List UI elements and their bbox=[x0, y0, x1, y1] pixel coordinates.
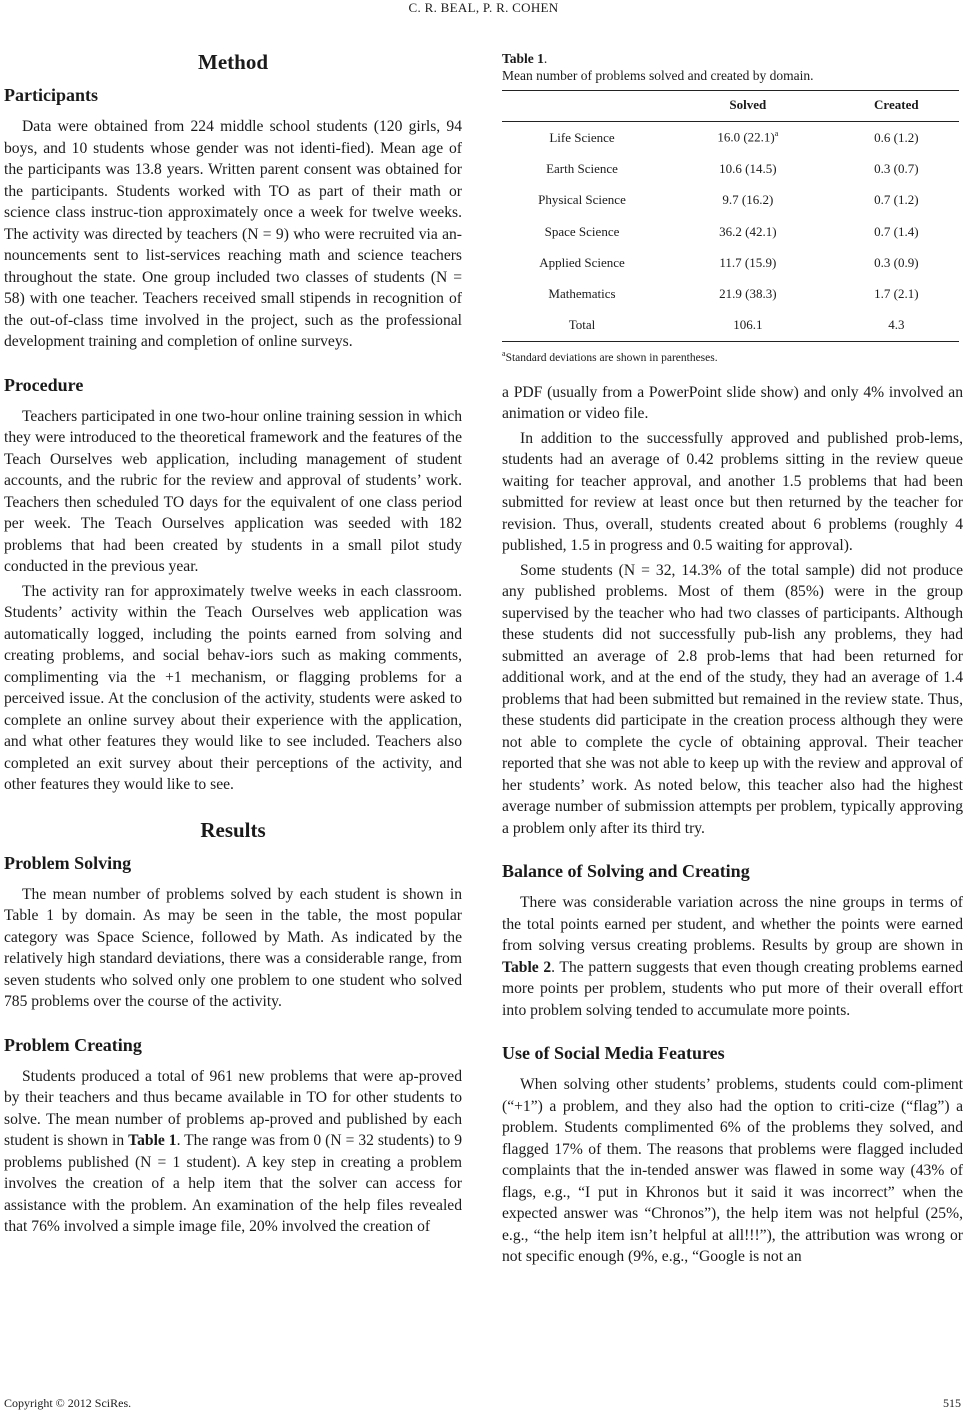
text-run: . The range was from 0 (N = 32 students) to 9 problems published (N = 1 student). A key step in creating a problem involves the creation of a help item that the solver can access for assistance with the problem. An examination of the help files revealed that 76% involved a simple image file, 20% involved the creation of bbox=[4, 1132, 463, 1235]
solved-cell: 21.9 (38.3) bbox=[719, 286, 777, 302]
footnote-text: Standard deviations are shown in parentheses. bbox=[505, 351, 718, 364]
table-2-reference: Table 2 bbox=[502, 958, 552, 976]
domain-cell: Physical Science bbox=[538, 192, 626, 208]
results-heading: Results bbox=[200, 817, 266, 842]
table-row bbox=[502, 153, 959, 184]
created-cell: 0.3 (0.9) bbox=[874, 254, 919, 270]
created-cell: 0.7 (1.2) bbox=[874, 192, 919, 208]
domain-cell: Life Science bbox=[549, 129, 615, 145]
problem-creating-heading: Problem Creating bbox=[4, 1034, 142, 1055]
procedure-heading: Procedure bbox=[4, 374, 84, 395]
text-run: There was considerable variation across the nine groups in terms of the total points earned per student, and whether the points were earned from solving versus creating problems. Results by group are shown in bbox=[502, 894, 963, 955]
table-row bbox=[502, 216, 959, 247]
solved-cell: 10.6 (14.5) bbox=[719, 160, 777, 176]
procedure-paragraph-1: Teachers participated in one two-hour online training session in which they were introduced to the theoretical framework and the features of the Teach Ourselves web application, including management of student accounts, and the rubric for the review and approval of students’ work. Teachers then scheduled TO days for the equivalent of one class period per week. The Teach Ourselves application was seeded with 182 problems that had been created by students in a small pilot study conducted in the previous year. bbox=[4, 407, 462, 575]
table-row bbox=[502, 122, 959, 154]
problem-solving-heading: Problem Solving bbox=[4, 852, 132, 873]
footnote-mark: a bbox=[502, 349, 506, 359]
solved-cell: 11.7 (15.9) bbox=[719, 254, 777, 270]
domain-cell: Applied Science bbox=[539, 254, 625, 270]
running-head: C. R. BEAL, P. R. COHEN bbox=[408, 0, 559, 15]
created-cell: 0.7 (1.4) bbox=[874, 223, 919, 239]
solved-value: 16.0 (22.1) bbox=[717, 129, 775, 145]
domain-cell: Earth Science bbox=[546, 160, 618, 176]
balance-paragraph bbox=[502, 892, 963, 1021]
continued-paragraph: a PDF (usually from a PowerPoint slide show) and only 4% involved an animation or video file. bbox=[502, 383, 963, 423]
table-header-row bbox=[502, 91, 959, 122]
table-row bbox=[502, 278, 959, 309]
table-row bbox=[502, 247, 959, 278]
table-row-total bbox=[502, 310, 959, 342]
created-cell: 1.7 (2.1) bbox=[874, 286, 919, 302]
table-1-label-suffix: . bbox=[543, 51, 548, 66]
problem-creating-paragraph bbox=[4, 1066, 462, 1238]
table-1-label: Table 1 bbox=[502, 51, 544, 66]
social-media-heading: Use of Social Media Features bbox=[502, 1043, 725, 1064]
social-media-paragraph: When solving other students’ problems, students could com-pliment (“+1”) a problem, and they also had the option to criti-cize (“flag”) a problem. Students complimented 6% of the problems they solved, and flagged 17% of them. The reasons that problems were flagged included complaints that the in-tended answer was flawed in some way (43% of flags, e.g., “I put in Khronos but it said it was incorrect” when the expected answer was “Chronos”), the help item was not helpful (25%, e.g., “the help item isn’t helpful at all!!!”), the attribution was wrong or not specific enough (9%, e.g., “Google is not an bbox=[502, 1076, 963, 1266]
table-1-caption-text: Mean number of problems solved and created by domain. bbox=[502, 68, 814, 83]
column-header-domain bbox=[502, 91, 662, 122]
copyright-footer: Copyright © 2012 SciRes. bbox=[4, 1396, 132, 1410]
table-1-footnote bbox=[502, 349, 963, 364]
solved-cell: 9.7 (16.2) bbox=[722, 192, 774, 208]
table-1 bbox=[502, 90, 959, 342]
participants-heading: Participants bbox=[4, 85, 98, 105]
participants-paragraph: Data were obtained from 224 middle school students (120 girls, 94 boys, and 10 students whose gender was not identi-fied). Mean age of the participants was 13.8 years. Written parent consent was obtained for the participants. Students worked with TO as part of their math or science class instruc-tion approximately once a week for twelve weeks. The activity was directed by teachers (N = 9) who were recruited via an-nouncements sent to list-services reaching math and science teachers throughout the state. One group included two classes of students (N = 58) with one teacher. Teachers received small stipends in recognition of the out-of-class time involved in the project, such as the professional development training and completion of online surveys. bbox=[4, 118, 462, 350]
method-heading: Method bbox=[198, 50, 268, 74]
domain-cell: Total bbox=[568, 317, 596, 333]
table-1-reference: Table 1 bbox=[128, 1132, 177, 1149]
domain-cell: Mathematics bbox=[548, 286, 616, 302]
created-cell: 4.3 bbox=[888, 317, 905, 333]
no-published-paragraph: Some students (N = 32, 14.3% of the total sample) did not produce any published problems. Most of them (85%) were in the group supervised by the teacher who had two classes of participants. Although these students did not successfully pub-lish any problems, they had submitted an average of 2.8 prob-lems that had been returned for additional work, and at the end of the study, they had an average of 1.4 problems that had been submitted but remained in the review state. Thus, these students did participate in the creation process although they were not able to complete the cycle of obtaining approval. Their teacher reported that she was not able to keep up with the review and approval of her students’ work. As noted below, this teacher also had the highest average number of submission attempts per problem, typically approving a problem only after its third try. bbox=[502, 561, 963, 837]
right-column bbox=[502, 50, 963, 1268]
text-run: Students produced a total of 961 new problems that were ap-proved by their teachers and thus became available in TO for other students to solve. The mean number of problems ap-proved and published by each student is shown in bbox=[4, 1067, 462, 1149]
table-row bbox=[502, 185, 959, 216]
domain-cell: Space Science bbox=[544, 223, 620, 239]
solved-cell bbox=[662, 122, 834, 154]
text-run: . The pattern suggests that even though creating problems earned more points per problem, students who put more of their overall effort into problem solving tended to accumulate more points. bbox=[502, 958, 964, 1019]
page-number: 515 bbox=[943, 1396, 961, 1410]
footnote-marker: a bbox=[774, 129, 779, 139]
created-cell: 0.6 (1.2) bbox=[874, 129, 919, 145]
procedure-paragraph-2: The activity ran for approximately twelve weeks in each classroom. Students’ activity within the Teach Ourselves web application was automatically logged, including the points earned from solving and creating problems, and social behav-iors such as making comments, complimenting via the +1 mechanism, or flagging problems for a perceived issue. At the conclusion of the activity, students were asked to complete an online survey about their experience with the application, and what other features they would like to see included. Teachers also completed an exit survey about their perceptions of the activity, and other features they would like to see. bbox=[4, 582, 462, 793]
review-queue-paragraph: In addition to the successfully approved and published prob-lems, students had an average of 0.42 problems sitting in the review queue waiting for teacher approval, and another 1.5 problems that had been submitted for review at least once but then returned by the teacher for revision. Thus, overall, students created about 6 problems (roughly 4 published, 1.5 in progress and 0.5 waiting for approval). bbox=[502, 429, 963, 555]
solved-cell: 106.1 bbox=[733, 317, 763, 333]
left-column bbox=[4, 50, 462, 1238]
problem-solving-paragraph: The mean number of problems solved by each student is shown in Table 1 by domain. As may be seen in the table, the most popular category was Space Science, followed by Math. As indicated by the relatively high standard deviations, there was a considerable range, from seven students who solved only one problem to one student who solved 785 problems over the course of the activity. bbox=[4, 885, 462, 1010]
column-header-solved: Solved bbox=[729, 97, 767, 112]
balance-heading: Balance of Solving and Creating bbox=[502, 861, 750, 882]
created-cell: 0.3 (0.7) bbox=[874, 160, 919, 176]
column-header-created: Created bbox=[874, 97, 919, 112]
solved-cell: 36.2 (42.1) bbox=[719, 223, 777, 239]
table-1-caption bbox=[502, 50, 963, 84]
